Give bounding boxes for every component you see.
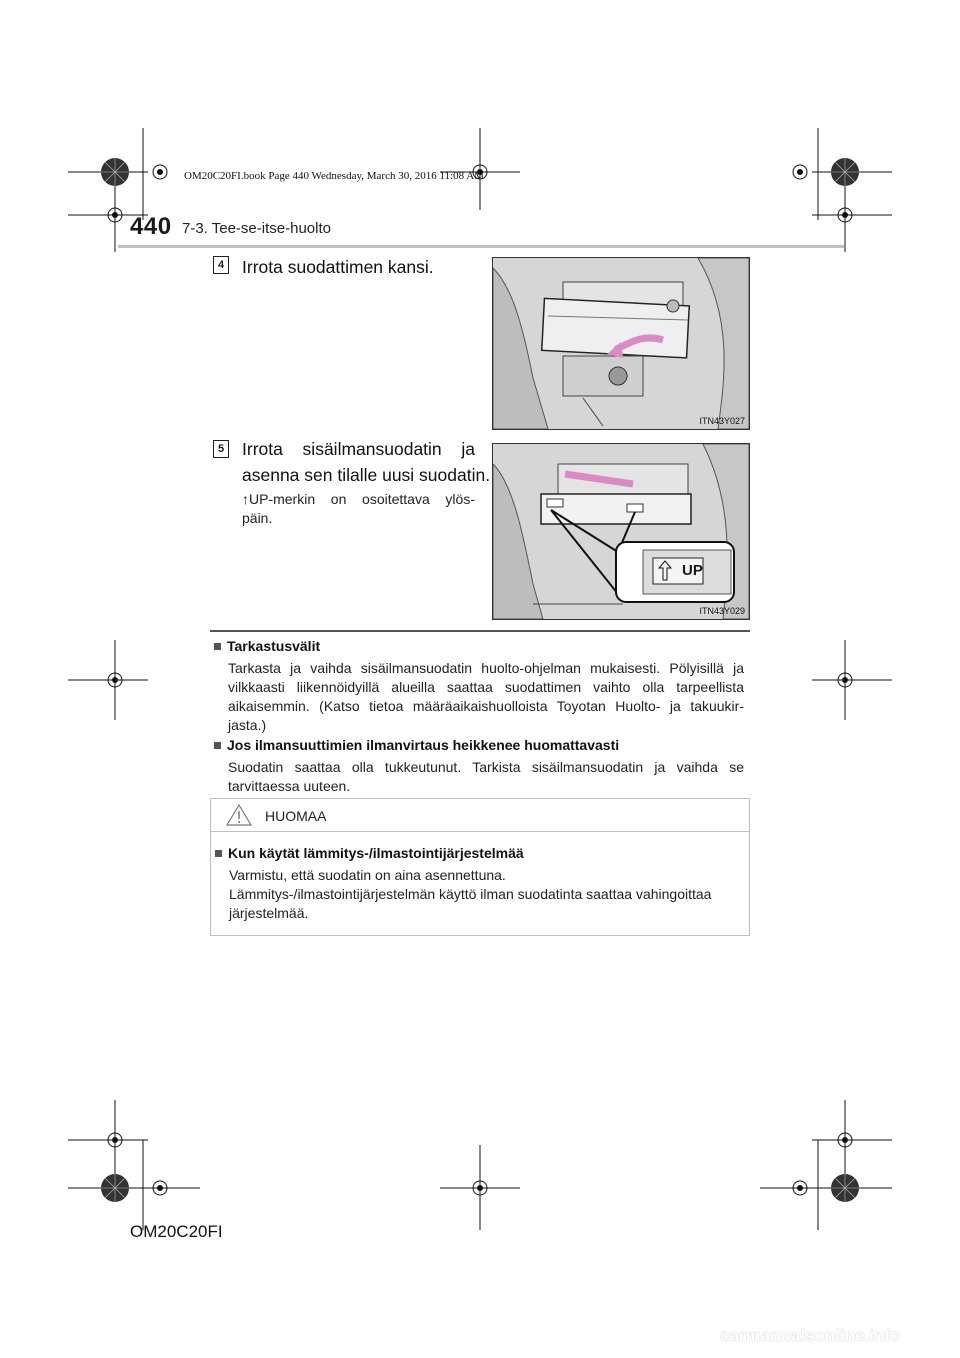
book-stamp: OM20C20FI.book Page 440 Wednesday, March 30, 2016 11:08 AM [184,170,484,182]
caution-line: järjestelmää. [229,905,309,921]
filter-replace-illustration [493,444,749,619]
footer-code: OM20C20FI [130,1222,223,1241]
info-line: Tarkasta ja vaihda sisäilmansuodatin huolto-ohjelman mukaisesti. Pölyisillä ja [228,660,744,676]
info-heading-text: Jos ilmansuuttimien ilmanvirtaus heikkenee huomattavasti [227,737,620,753]
step-5-line2: asenna sen tilalle uusi suodatin. [242,465,491,485]
caution-header [211,799,749,832]
section-title: 7-3. Tee-se-itse-huolto [182,220,331,237]
step-5-note-line2: päin. [242,510,273,526]
step-4-text: Irrota suodattimen kansi. [242,257,434,277]
bullet-square-icon [214,742,221,749]
warning-triangle-icon [225,803,253,827]
section-separator [210,630,750,632]
info-line: aikaisemmin. (Katso tietoa määräaikaishuolloista Toyotan Huolto- ja takuukir- [228,698,744,714]
bullet-square-icon [214,643,221,650]
info-line: tarvittaessa uuteen. [228,778,351,794]
step-badge-5: 5 [213,440,229,458]
info-line: Suodatin saattaa olla tukkeutunut. Tarkista sisäilmansuodatin ja vaihda se [228,759,744,775]
page-number: 440 [130,213,172,240]
photo-code-027: ITN43Y027 [699,416,745,426]
caution-line: Lämmitys-/ilmastointijärjestelmän käyttö ilman suodatinta saattaa vahingoittaa [229,886,712,902]
header-rule [118,245,844,248]
caution-box [210,798,750,936]
photo-remove-cover [492,257,750,430]
info-body-airflow [228,758,744,796]
caution-label: HUOMAA [265,808,327,824]
info-heading-airflow [214,737,619,753]
up-label: UP [682,562,703,579]
step-5-line1: Irrota sisäilmansuodatin ja [242,439,475,459]
info-body-inspection [228,659,744,735]
caution-heading-text: Kun käytät lämmitys-/ilmastointijärjestelmää [228,845,524,861]
caution-heading [215,845,524,861]
photo-code-029: ITN43Y029 [699,606,745,616]
filter-cover-illustration [493,258,749,429]
photo-replace-filter [492,443,750,620]
caution-body [229,866,745,923]
watermark: carmanualsonline.info [720,1326,901,1345]
info-heading-inspection [214,638,320,654]
bullet-square-icon [215,850,222,857]
info-line: jasta.) [228,717,267,733]
step-5-note-line1: ↑UP-merkin on osoitettava ylös- [242,491,475,507]
info-heading-text: Tarkastusvälit [227,638,321,654]
info-line: vilkkaasti liikennöidyillä alueilla saattaa suodattimen vaihto olla tarpeellista [228,679,744,695]
caution-line: Varmistu, että suodatin on aina asennettuna. [229,867,506,883]
step-badge-4: 4 [213,256,229,274]
